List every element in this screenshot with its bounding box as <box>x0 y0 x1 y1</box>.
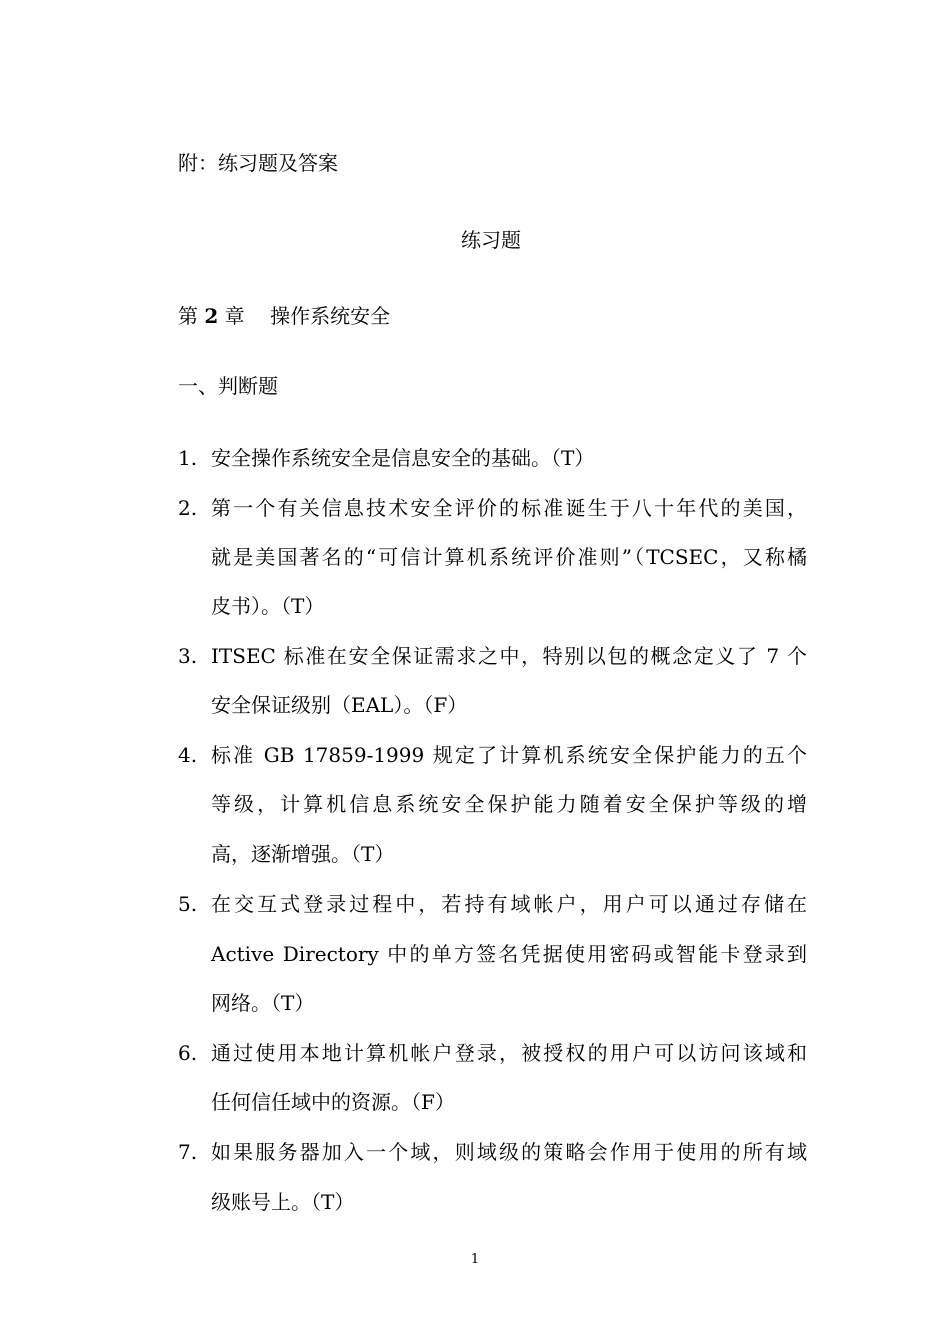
chapter-title: 操作系统安全 <box>270 304 391 328</box>
question-4-number: 4. <box>178 743 198 767</box>
page-number: 1 <box>470 1252 480 1267</box>
appendix-heading: 附：练习题及答案 <box>178 151 338 175</box>
question-5-line-3: 网络。（T） <box>211 991 315 1015</box>
chapter-suffix: 章 <box>224 304 245 328</box>
question-2-line-3: 皮书）。（T） <box>211 594 325 618</box>
question-4-line-1: 标准 GB 17859-1999 规定了计算机系统安全保护能力的五个 <box>211 743 807 767</box>
question-4-line-3: 高，逐渐增强。（T） <box>211 842 395 866</box>
chapter-heading <box>178 302 390 330</box>
section-title: 练习题 <box>461 228 521 252</box>
question-5-line-1: 在交互式登录过程中，若持有域帐户，用户可以通过存储在 <box>211 892 807 916</box>
question-1-number: 1. <box>178 446 198 470</box>
question-7-line-2: 级账号上。（T） <box>211 1190 355 1214</box>
question-4-line-2: 等级，计算机信息系统安全保护能力随着安全保护等级的增 <box>211 792 807 816</box>
subsection-heading: 一、判断题 <box>178 374 278 398</box>
question-7-number: 7. <box>178 1140 198 1164</box>
question-7-line-1: 如果服务器加入一个域，则域级的策略会作用于使用的所有域 <box>211 1140 807 1164</box>
chapter-number: 2 <box>204 304 219 328</box>
question-2-line-2: 就是美国著名的“可信计算机系统评价准则”（TCSEC，又称橘 <box>211 545 807 569</box>
question-3-line-2: 安全保证级别（EAL）。（F） <box>211 693 468 717</box>
question-5-line-2: Active Directory 中的单方签名凭据使用密码或智能卡登录到 <box>211 942 807 966</box>
question-2-number: 2. <box>178 496 198 520</box>
question-6-line-1: 通过使用本地计算机帐户登录，被授权的用户可以访问该域和 <box>211 1041 807 1065</box>
question-2-line-1: 第一个有关信息技术安全评价的标准诞生于八十年代的美国， <box>211 496 807 520</box>
question-1-line-1: 安全操作系统安全是信息安全的基础。（T） <box>211 446 595 470</box>
question-6-line-2: 任何信任域中的资源。（F） <box>211 1090 455 1114</box>
question-5-number: 5. <box>178 892 198 916</box>
question-3-number: 3. <box>178 644 198 668</box>
chapter-prefix: 第 <box>178 304 198 328</box>
question-3-line-1: ITSEC 标准在安全保证需求之中，特别以包的概念定义了 7 个 <box>211 644 807 668</box>
question-6-number: 6. <box>178 1041 198 1065</box>
